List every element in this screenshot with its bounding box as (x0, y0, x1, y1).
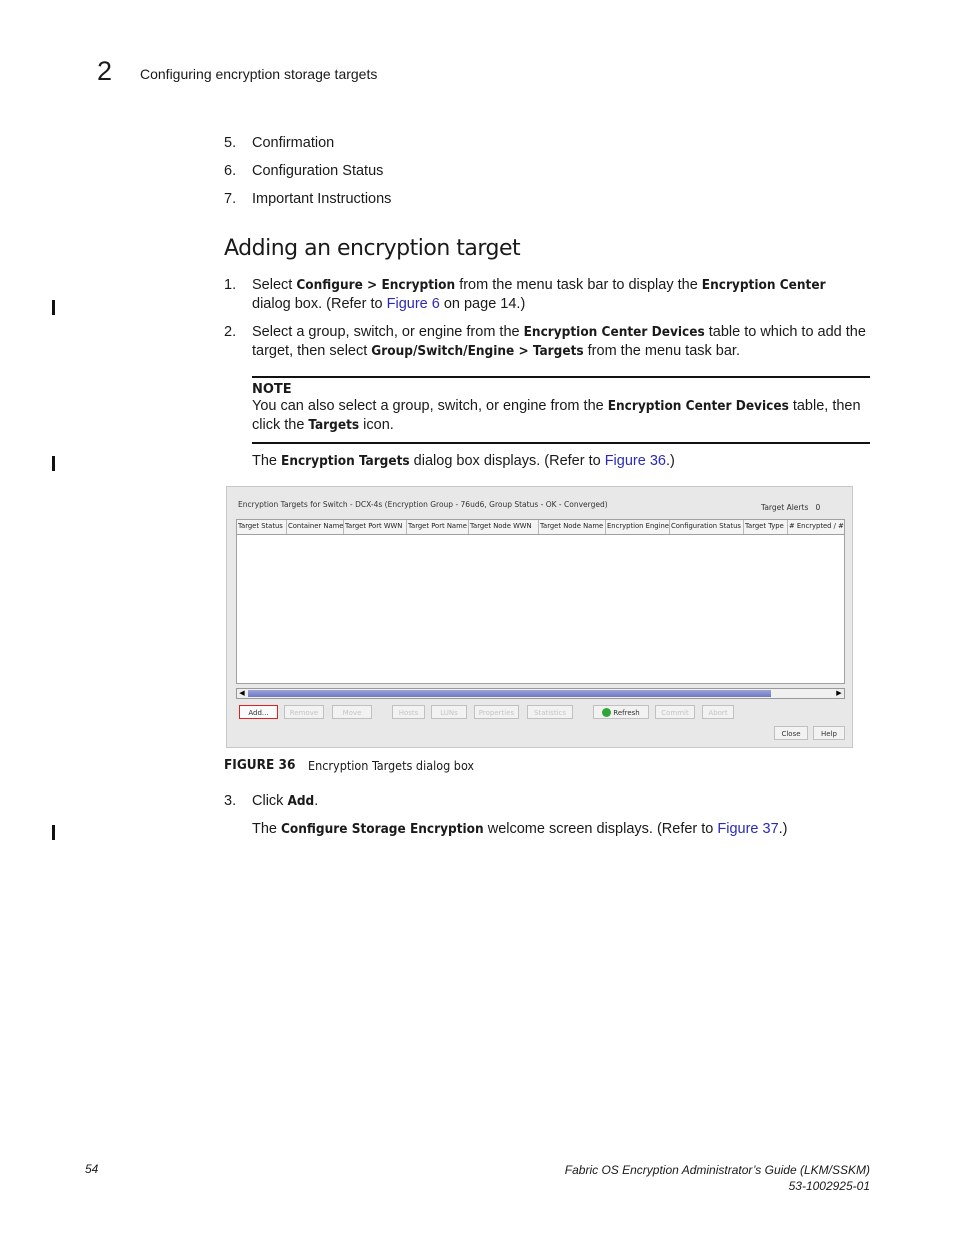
note-box (252, 376, 870, 444)
paragraph: The Encryption Targets dialog box displays. (Refer to Figure 36.) (252, 453, 675, 469)
change-bar (52, 300, 55, 315)
targets-table[interactable] (236, 519, 845, 684)
dialog-title: Encryption Targets for Switch - DCX-4s (Encryption Group - 76ud6, Group Status - OK - Converged) (238, 500, 608, 509)
column-header[interactable]: Target Port Name (407, 520, 469, 534)
figure-caption: Encryption Targets dialog box (308, 758, 475, 773)
figure-37-link[interactable]: Figure 37 (717, 821, 779, 837)
target-alerts: Target Alerts 0 (761, 503, 821, 512)
step-number: 1. (224, 277, 237, 293)
column-header[interactable]: # Encrypted / # (789, 522, 844, 530)
list-item-text: Important Instructions (252, 191, 392, 207)
add-button[interactable]: Add... (239, 705, 278, 719)
refresh-button[interactable]: Refresh (593, 705, 649, 719)
column-header[interactable]: Encryption Engine (606, 520, 670, 534)
change-bar (52, 456, 55, 471)
scroll-left-icon[interactable]: ◀ (237, 689, 247, 698)
column-header[interactable]: Target Node WWN (469, 520, 539, 534)
note-text: You can also select a group, switch, or engine from the Encryption Center Devices table, then click the Targets icon. (252, 398, 861, 433)
paragraph: The Configure Storage Encryption welcome screen displays. (Refer to Figure 37.) (252, 821, 788, 837)
commit-button[interactable]: Commit (655, 705, 695, 719)
column-header[interactable]: Configuration Status (670, 520, 744, 534)
figure-label: FIGURE 36 (224, 757, 296, 773)
column-header[interactable]: Target Status (237, 520, 287, 534)
column-header[interactable]: Target Node Name (539, 520, 606, 534)
step-number: 2. (224, 324, 237, 340)
figure-6-link[interactable]: Figure 6 (386, 296, 440, 312)
scroll-right-icon[interactable]: ▶ (834, 689, 844, 698)
chapter-title: Configuring encryption storage targets (140, 66, 378, 82)
footer-doc-info (565, 1162, 870, 1194)
remove-button[interactable]: Remove (284, 705, 324, 719)
step-2-text: Select a group, switch, or engine from the Encryption Center Devices table to which to add the target, then select Group/Switch/Engine > Targets from the menu task bar. (252, 324, 866, 359)
column-header[interactable]: Container Name (287, 520, 344, 534)
luns-button[interactable]: LUNs (431, 705, 467, 719)
scroll-thumb[interactable] (248, 690, 771, 697)
list-number: 6. (224, 163, 237, 179)
list-item-text: Confirmation (252, 135, 335, 151)
horizontal-scrollbar[interactable] (236, 688, 845, 699)
step-3-text: Click Add. (252, 793, 319, 809)
change-bar (52, 825, 55, 840)
step-1-text: Select Configure > Encryption from the menu task bar to display the Encryption Center dialog box. (Refer to Figure 6 on page 14.) (252, 277, 826, 312)
doc-number: 53-1002925-01 (788, 1179, 870, 1193)
list-number: 7. (224, 191, 237, 207)
table-header (237, 520, 844, 535)
move-button[interactable]: Move (332, 705, 372, 719)
abort-button[interactable]: Abort (702, 705, 734, 719)
list-item (224, 134, 236, 153)
column-header[interactable]: Target Type (744, 520, 788, 534)
refresh-icon (602, 708, 611, 717)
list-item-text: Configuration Status (252, 163, 384, 179)
statistics-button[interactable]: Statistics (527, 705, 573, 719)
list-number: 5. (224, 135, 237, 151)
properties-button[interactable]: Properties (474, 705, 519, 719)
page-number: 54 (85, 1162, 99, 1176)
hosts-button[interactable]: Hosts (392, 705, 425, 719)
encryption-targets-dialog (226, 486, 853, 748)
close-button[interactable]: Close (774, 726, 808, 740)
help-button[interactable]: Help (813, 726, 845, 740)
chapter-number: 2 (97, 56, 113, 86)
section-title: Adding an encryption target (224, 236, 521, 261)
note-label: NOTE (252, 382, 292, 397)
doc-title: Fabric OS Encryption Administrator’s Guide (LKM/SSKM) (564, 1163, 870, 1177)
step-number: 3. (224, 793, 237, 809)
figure-36-link[interactable]: Figure 36 (604, 453, 666, 469)
column-header[interactable]: Target Port WWN (344, 520, 407, 534)
